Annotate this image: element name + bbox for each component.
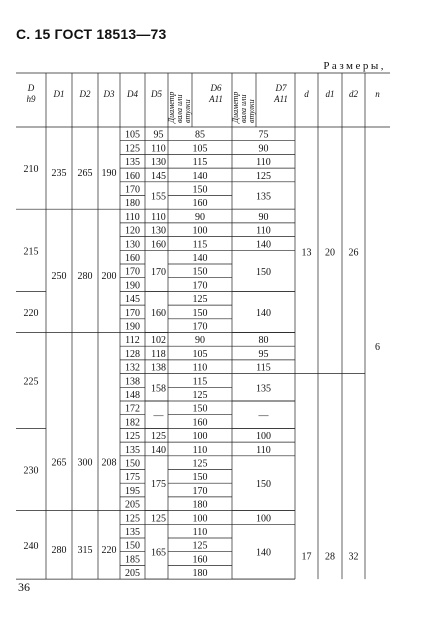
col-header-D6: D6 (210, 83, 222, 93)
cell-D4: 160 (125, 170, 140, 182)
cell-D4: 125 (125, 513, 140, 525)
span-cell-D3: 190 (101, 168, 117, 180)
cell-shaft-D6: 150 (192, 472, 208, 484)
span-cell-d2: 32 (348, 551, 359, 563)
span-cell-D: 240 (23, 540, 39, 552)
span-cell-D1: 280 (51, 544, 67, 556)
span-cell-D1: 250 (51, 270, 67, 282)
cell-D5: 145 (151, 170, 166, 182)
cell-D4: 180 (125, 198, 140, 210)
col-header-D-tol: h9 (26, 94, 36, 104)
col-header-d: d (304, 89, 309, 99)
cell-shaft-D6: 105 (192, 348, 208, 360)
cell-shaft-D6: 160 (192, 554, 208, 566)
cell-D4: 182 (125, 417, 140, 429)
span-cell-D7: 135 (256, 191, 271, 203)
cell-D4: 125 (125, 143, 140, 155)
cell-D5: 118 (151, 348, 166, 360)
cell-D5: 125 (151, 513, 166, 525)
cell-shaft-D6: 85 (195, 129, 205, 141)
cell-D4: 170 (125, 307, 140, 319)
cell-D5: 130 (151, 225, 166, 237)
cell-D5: 125 (151, 431, 166, 443)
cell-D5: 138 (151, 362, 166, 374)
cell-D4: 125 (125, 431, 140, 443)
cell-D7: 100 (256, 513, 271, 525)
cell-D4: 205 (125, 568, 140, 580)
cell-D5: 102 (151, 335, 166, 347)
cell-D7: 95 (258, 348, 269, 360)
span-cell-D5: — (153, 410, 164, 422)
span-cell-D2: 315 (77, 544, 93, 556)
cell-shaft-D6: 160 (192, 198, 208, 210)
col-header-n: n (375, 89, 380, 99)
span-cell-d2: 26 (348, 247, 359, 259)
col-header-shaft-diameter-line-0: Диаметр (167, 91, 176, 123)
col-header-shaft-diameter-2-line-0: Диаметр (231, 91, 240, 123)
page-number: 36 (18, 580, 30, 594)
cell-D7: 110 (256, 444, 271, 456)
cell-shaft-D6: 170 (192, 485, 208, 497)
span-cell-D5: 160 (151, 307, 166, 319)
cell-shaft-D6: 90 (195, 211, 205, 223)
col-header-shaft-diameter-2-line-1: вала или (239, 94, 248, 123)
span-cell-D: 220 (23, 307, 39, 319)
span-cell-D7: 140 (256, 547, 271, 559)
span-cell-D: 215 (23, 246, 39, 258)
cell-shaft-D6: 150 (192, 184, 208, 196)
cell-shaft-D6: 140 (192, 170, 208, 182)
cell-D4: 135 (125, 157, 140, 169)
cell-D5: 110 (151, 211, 166, 223)
cell-D4: 170 (125, 266, 140, 278)
cell-D4: 128 (125, 348, 140, 360)
cell-shaft-D6: 90 (195, 335, 205, 347)
cell-D4: 138 (125, 376, 140, 388)
span-cell-n: 6 (375, 342, 380, 354)
cell-D5: 160 (151, 239, 166, 251)
cell-shaft-D6: 125 (192, 390, 208, 401)
col-header-D4: D4 (127, 89, 138, 99)
cell-D7: 80 (258, 335, 269, 347)
cell-shaft-D6: 105 (192, 143, 208, 155)
cell-shaft-D6: 160 (192, 417, 208, 429)
cell-D4: 135 (125, 444, 140, 456)
cell-D4: 145 (125, 294, 140, 306)
cell-D4: 150 (125, 540, 140, 552)
cell-D7: 90 (258, 211, 269, 223)
span-cell-d: 17 (301, 551, 312, 563)
span-cell-D7: 150 (256, 479, 271, 491)
cell-shaft-D6: 100 (192, 431, 208, 443)
cell-D4: 185 (125, 554, 140, 566)
cell-D4: 205 (125, 499, 140, 511)
span-cell-D5: 158 (151, 383, 166, 395)
cell-D4: 135 (125, 527, 140, 538)
cell-D4: 190 (125, 280, 140, 292)
cell-D4: 150 (125, 458, 140, 470)
span-cell-D3: 200 (101, 270, 117, 282)
span-cell-d1: 20 (325, 247, 335, 259)
cell-D4: 132 (125, 362, 140, 374)
cell-D5: 110 (151, 143, 166, 155)
col-header-D5: D5 (151, 89, 162, 99)
cell-shaft-D6: 150 (192, 266, 208, 278)
cell-D4: 195 (125, 485, 140, 497)
span-cell-D5: 165 (151, 547, 166, 559)
col-header-shaft-diameter-2-line-2: втулки (247, 99, 256, 123)
col-header-d2: d2 (349, 89, 358, 99)
cell-shaft-D6: 100 (192, 513, 208, 525)
col-header-shaft-diameter-line-1: вала или (175, 94, 184, 123)
cell-D4: 112 (125, 335, 140, 347)
span-cell-D5: 175 (151, 479, 166, 491)
cell-shaft-D6: 125 (192, 458, 208, 470)
col-header-D7: D7 (275, 83, 287, 93)
col-header-shaft-diameter-line-2: втулки (183, 99, 192, 123)
cell-shaft-D6: 140 (192, 253, 208, 264)
cell-shaft-D6: 170 (192, 280, 208, 292)
cell-D4: 190 (125, 321, 140, 333)
span-cell-D1: 265 (51, 457, 67, 469)
cell-shaft-D6: 110 (192, 527, 208, 538)
cell-shaft-D6: 115 (192, 157, 208, 169)
span-cell-D2: 300 (77, 457, 93, 469)
cell-D7: 100 (256, 431, 271, 443)
span-cell-d: 13 (301, 247, 312, 259)
cell-D7: 110 (256, 157, 271, 169)
cell-shaft-D6: 180 (192, 568, 208, 580)
span-cell-d1: 28 (325, 551, 335, 563)
cell-D5: 95 (153, 129, 164, 141)
cell-shaft-D6: 150 (192, 403, 208, 415)
span-cell-D7: 140 (256, 307, 271, 319)
cell-D5: 140 (151, 444, 166, 456)
span-cell-D3: 220 (101, 544, 117, 556)
cell-D4: 148 (125, 390, 140, 401)
cell-D4: 120 (125, 225, 140, 237)
cell-shaft-D6: 100 (192, 225, 208, 237)
page-title: С. 15 ГОСТ 18513—73 (16, 26, 167, 42)
cell-shaft-D6: 125 (192, 540, 208, 552)
col-header-D2: D2 (79, 89, 91, 99)
span-cell-D: 210 (23, 164, 39, 176)
cell-D7: 125 (256, 170, 271, 182)
span-cell-D: 225 (23, 376, 39, 388)
col-header-D1: D1 (53, 89, 65, 99)
cell-D7: 140 (256, 239, 271, 251)
cell-D4: 170 (125, 184, 140, 196)
span-cell-D7: — (258, 410, 269, 422)
cell-D7: 90 (258, 143, 269, 155)
cell-D4: 175 (125, 472, 140, 484)
cell-shaft-D6: 180 (192, 499, 208, 511)
cell-shaft-D6: 125 (192, 294, 208, 306)
span-cell-D1: 235 (51, 168, 67, 180)
cell-shaft-D6: 115 (192, 376, 208, 388)
col-header-D6-tol: A11 (209, 94, 223, 104)
cell-shaft-D6: 110 (192, 444, 208, 456)
cell-shaft-D6: 115 (192, 239, 208, 251)
span-cell-D2: 265 (77, 168, 93, 180)
cell-shaft-D6: 110 (192, 362, 208, 374)
cell-D7: 115 (256, 362, 271, 374)
table-caption: Размеры, (323, 60, 386, 72)
cell-shaft-D6: 170 (192, 321, 208, 333)
span-cell-D7: 150 (256, 266, 271, 278)
span-cell-D2: 280 (77, 270, 93, 282)
cell-D4: 160 (125, 253, 140, 264)
span-cell-D3: 208 (101, 457, 117, 469)
col-header-D3: D3 (103, 89, 115, 99)
cell-D4: 130 (125, 239, 140, 251)
cell-D7: 75 (258, 129, 269, 141)
cell-D4: 172 (125, 403, 140, 415)
span-cell-D7: 135 (256, 383, 271, 395)
cell-D4: 105 (125, 129, 140, 141)
cell-D7: 110 (256, 225, 271, 237)
col-header-D: D (27, 83, 35, 93)
span-cell-D5: 155 (151, 191, 166, 203)
cell-D5: 130 (151, 157, 166, 169)
cell-D4: 110 (125, 211, 140, 223)
cell-shaft-D6: 150 (192, 307, 208, 319)
col-header-d1: d1 (325, 89, 335, 99)
col-header-D7-tol: A11 (274, 94, 288, 104)
span-cell-D5: 170 (151, 266, 166, 278)
span-cell-D: 230 (23, 465, 39, 477)
